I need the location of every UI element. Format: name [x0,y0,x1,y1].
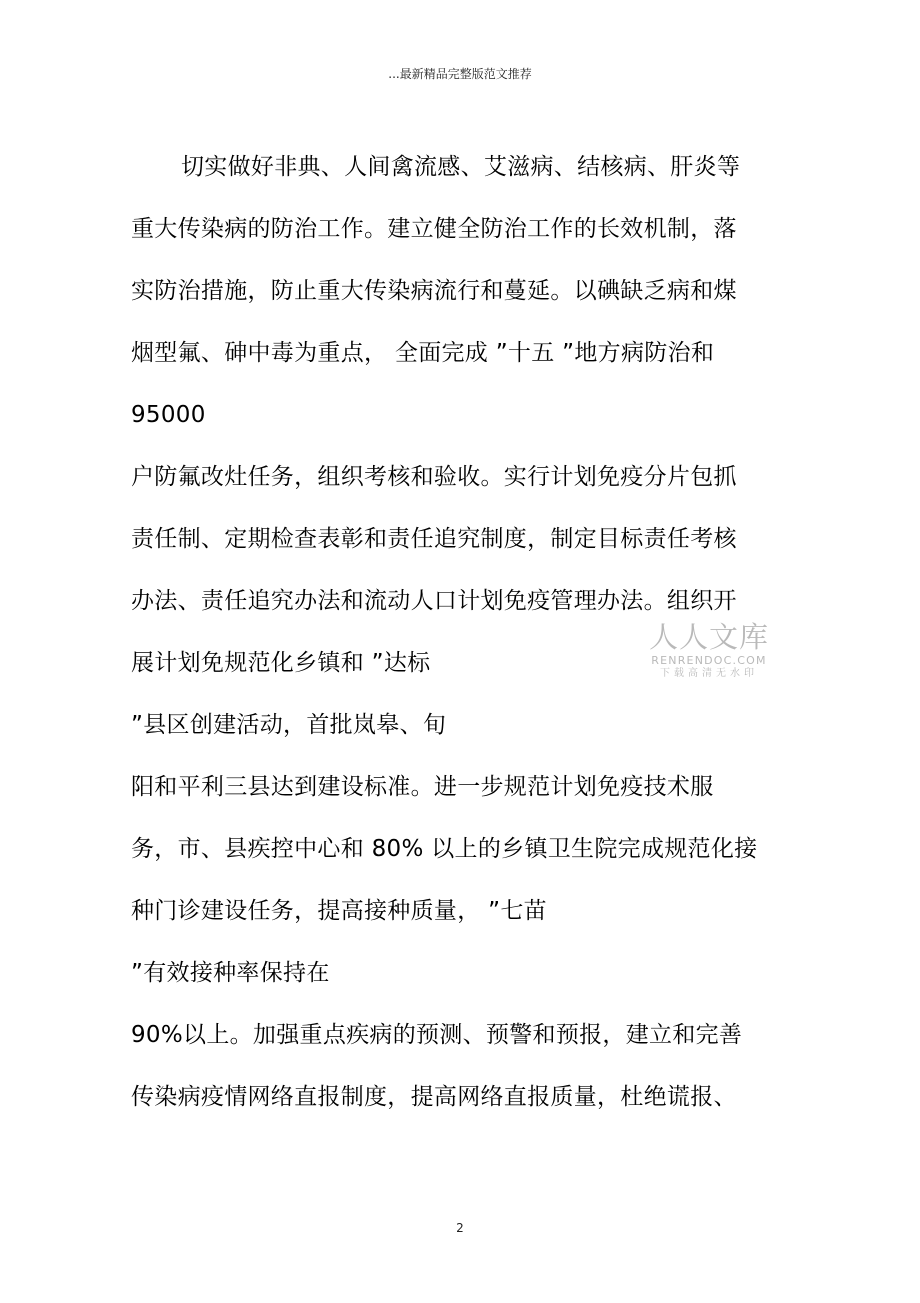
watermark-subtitle: 下载高清无水印 [660,668,758,679]
body-text-line: 95000 [131,402,206,428]
body-text-line: 切实做好非典、人间禽流感、艾滋病、结核病、肝炎等 [181,154,741,180]
body-text-line: 办法、责任追究办法和流动人口计划免疫管理办法。组织开 [131,588,737,614]
body-text-line: 务，市、县疾控中心和 80% 以上的乡镇卫生院完成规范化接 [131,836,758,862]
body-text-line: 责任制、定期检查表彰和责任追究制度，制定目标责任考核 [131,526,737,552]
watermark [644,620,774,680]
page-header: ...最新精品完整版范文推荐 [388,67,532,81]
body-text-line: 90%以上。加强重点疾病的预测、预警和预报，建立和完善 [131,1022,743,1048]
page-number: 2 [456,1221,464,1235]
body-text-line: 实防治措施，防止重大传染病流行和蔓延。以碘缺乏病和煤 [131,278,737,304]
body-text-line: ”县区创建活动，首批岚皋、旬 [131,712,447,738]
body-text-line: 阳和平利三县达到建设标准。进一步规范计划免疫技术服 [131,774,714,800]
body-text-line: 重大传染病的防治工作。建立健全防治工作的长效机制，落 [131,216,737,242]
watermark-title: 人人文库 [648,620,769,654]
watermark-domain: RENRENDOC.COM [651,654,767,667]
body-text-line: 烟型氟、砷中毒为重点， 全面完成 ”十五 ”地方病防治和 [131,340,715,366]
body-text-line: 种门诊建设任务，提高接种质量， ”七苗 [131,898,547,924]
body-text-line: 展计划免规范化乡镇和 ”达标 [131,650,431,676]
body-text-line: ”有效接种率保持在 [131,960,330,986]
body-text-line: 户防氟改灶任务，组织考核和验收。实行计划免疫分片包抓 [131,464,737,490]
body-text-line: 传染病疫情网络直报制度，提高网络直报质量，杜绝谎报、 [131,1084,737,1110]
